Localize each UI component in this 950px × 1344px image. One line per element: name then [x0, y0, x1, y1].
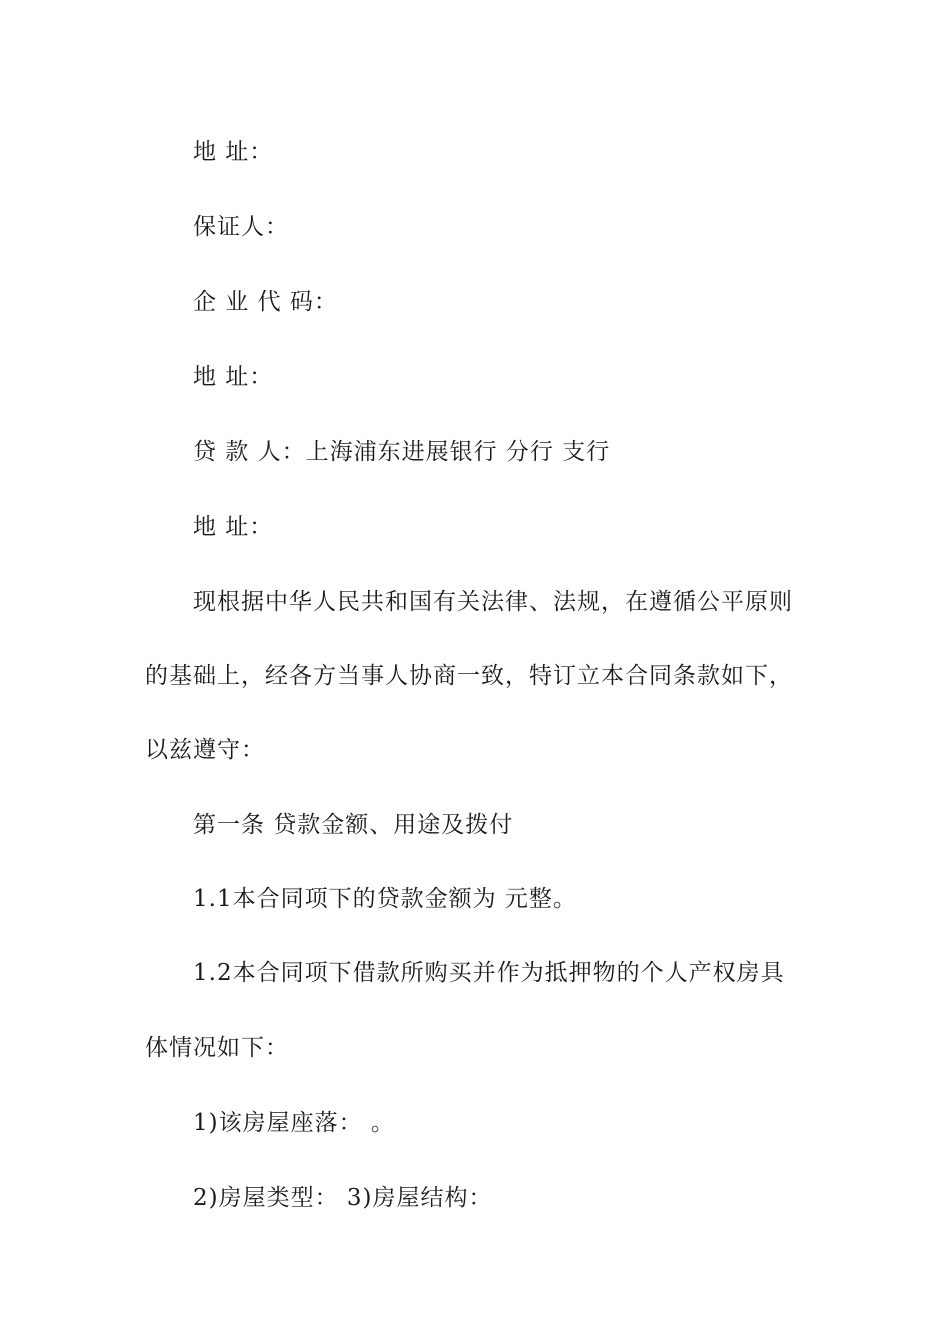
clause-1-1: 1.1本合同项下的贷款金额为 元整。: [193, 886, 577, 912]
property-location-line: 1)该房屋座落： 。: [193, 1110, 395, 1136]
clause-1-2-line-2: 体情况如下：: [145, 1035, 289, 1061]
address-line-1: 地 址：: [193, 139, 274, 165]
lender-line: 贷 款 人：上海浦东进展银行 分行 支行: [193, 439, 611, 465]
preamble-line-2: 的基础上，经各方当事人协商一致，特订立本合同条款如下，: [145, 663, 793, 689]
preamble-line-1: 现根据中华人民共和国有关法律、法规，在遵循公平原则: [193, 589, 793, 615]
address-line-2: 地 址：: [193, 364, 274, 390]
address-line-3: 地 址：: [193, 514, 274, 540]
property-type-structure-line: 2)房屋类型： 3)房屋结构：: [193, 1185, 493, 1211]
clause-1-2-line-1: 1.2本合同项下借款所购买并作为抵押物的个人产权房具: [193, 960, 785, 986]
article-1-heading: 第一条 贷款金额、用途及拨付: [193, 812, 514, 838]
guarantor-line: 保证人：: [193, 214, 289, 240]
enterprise-code-line: 企 业 代 码：: [193, 289, 338, 315]
preamble-line-3: 以兹遵守：: [145, 737, 265, 763]
